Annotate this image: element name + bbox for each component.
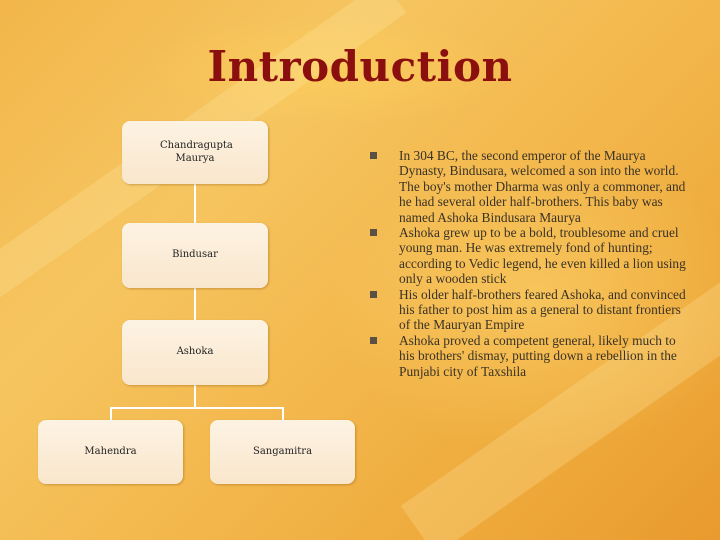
- bullet-item: [366, 148, 686, 225]
- tree-node-level3: [122, 320, 268, 385]
- square-bullet-icon: [370, 229, 377, 236]
- tree-node-label: Bindusar: [172, 249, 218, 261]
- bullet-text: In 304 BC, the second emperor of the Maurya Dynasty, Bindusara, welcomed a son into the world. The boy's mother Dharma was only a commoner, and he had several older half-brothers. This baby was named Ashoka Bindusara Maurya: [399, 148, 686, 225]
- tree-node-label: Mahendra: [84, 445, 137, 457]
- tree-node-child-2: [210, 420, 355, 484]
- bullet-item: [366, 287, 686, 333]
- connector-bindusar-ashoka: [194, 288, 196, 320]
- tree-node-label: Chandragupta Maurya: [160, 140, 233, 164]
- tree-node-label: Sangamitra: [252, 445, 313, 457]
- tree-node-level2: [122, 223, 268, 288]
- bullet-list: [366, 148, 686, 379]
- square-bullet-icon: [370, 337, 377, 344]
- tree-node-label: Ashoka: [176, 346, 214, 358]
- tree-node-root: [122, 121, 268, 184]
- connector-horizontal: [110, 407, 284, 409]
- bullet-text: His older half-brothers feared Ashoka, and convinced his father to post him as a general to distant frontiers of the Mauryan Empire: [399, 286, 686, 333]
- bullet-item: [366, 333, 686, 379]
- connector-to-mahendra: [110, 407, 112, 420]
- square-bullet-icon: [370, 291, 377, 298]
- tree-node-child-1: [38, 420, 183, 484]
- slide-title: Introduction: [207, 42, 513, 91]
- square-bullet-icon: [370, 152, 377, 159]
- connector-ashoka-down: [194, 385, 196, 408]
- bullet-text: Ashoka proved a competent general, likely much to his brothers' dismay, putting down a rebellion in the Punjabi city of Taxshila: [399, 332, 677, 379]
- connector-root-bindusar: [194, 184, 196, 223]
- bullet-text: Ashoka grew up to be a bold, troublesome and cruel young man. He was extremely fond of hunting; according to Vedic legend, he even killed a lion using only a wooden stick: [399, 225, 686, 287]
- connector-to-sangamitra: [282, 407, 284, 420]
- bullet-item: [366, 225, 686, 287]
